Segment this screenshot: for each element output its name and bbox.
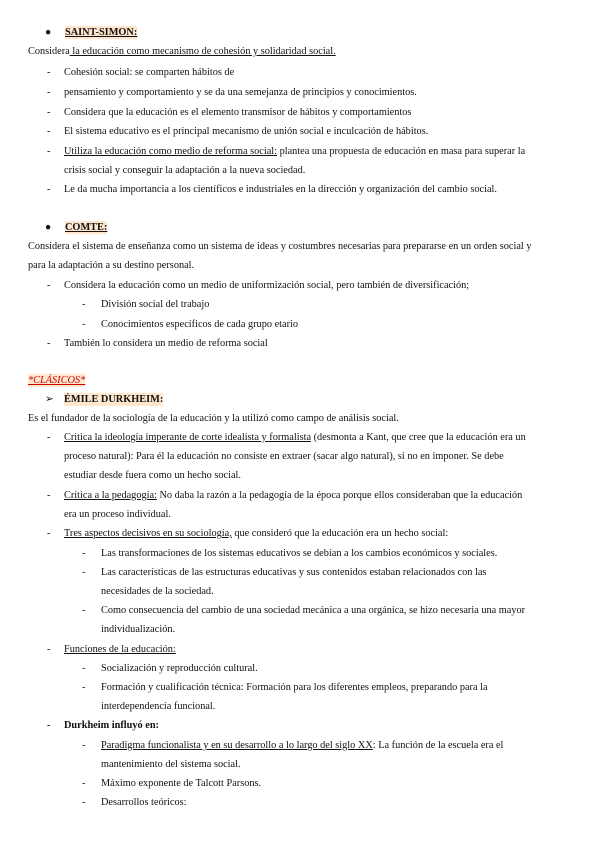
durkheim-pedagogia: Crítica a la pedagogía: No daba la razón a la pedagogía de la época porque ellos consideraban que la educación: [64, 490, 523, 501]
dash-icon: -: [47, 280, 51, 291]
durkheim-intro: Es el fundador de la sociología de la educación y la utilizó como campo de análisis social.: [28, 413, 399, 424]
dash-icon: -: [82, 778, 86, 789]
dash-icon: -: [47, 720, 51, 731]
saint-simon-scientists: Le da mucha importancia a los científicos e industriales en la dirección y organización del cambio social.: [64, 184, 497, 195]
comte-intro-1: Considera el sistema de enseñanza como un sistema de ideas y costumbres necesarias para prepararse en un orden social y: [28, 241, 532, 252]
dash-icon: -: [47, 67, 51, 78]
dash-icon: -: [82, 299, 86, 310]
comte-item-1: Considera la educación como un medio de uniformización social, pero también de diversificación;: [64, 280, 470, 291]
dash-icon: -: [82, 567, 86, 578]
funciones-sub-1: Socialización y reproducción cultural.: [101, 663, 258, 674]
funciones-sub-2-cont: interdependencia funcional.: [101, 701, 216, 712]
durkheim-critica-line2: proceso natural): Para él la educación no consiste en extraer (sacar algo natural), si no en imponer. Se debe: [64, 451, 504, 462]
saint-simon-item-1: Cohesión social: se comparten hábitos de: [64, 67, 235, 78]
saint-simon-intro: Considera la educación como mecanismo de cohesión y solidaridad social.: [28, 46, 336, 57]
dash-icon: -: [82, 605, 86, 616]
dash-icon: -: [47, 87, 51, 98]
dash-icon: -: [47, 184, 51, 195]
durkheim-tres-aspectos: Tres aspectos decisivos en su sociología, que consideró que la educación era un hecho social:: [64, 528, 449, 539]
heading-comte: COMTE:: [65, 222, 108, 233]
dash-icon: -: [82, 663, 86, 674]
dash-icon: -: [47, 432, 51, 443]
dash-icon: -: [82, 319, 86, 330]
dash-icon: -: [47, 146, 51, 157]
bullet-icon: ●: [45, 222, 52, 233]
saint-simon-reform: Utiliza la educación como medio de reforma social: plantea una propuesta de educación en masa para superar la: [64, 146, 526, 157]
influyo-desarrollos: Desarrollos teóricos:: [101, 797, 187, 808]
arrow-bullet-icon: ➢: [45, 394, 54, 405]
dash-icon: -: [47, 644, 51, 655]
saint-simon-item-3: Considera que la educación es el elemento transmisor de hábitos y comportamientos: [64, 107, 412, 118]
dash-icon: -: [47, 490, 51, 501]
dash-icon: -: [82, 548, 86, 559]
tres-sub-1: Las transformaciones de los sistemas educativos se debían a los cambios económicos y sociales.: [101, 548, 498, 559]
dash-icon: -: [82, 740, 86, 751]
clasicos-label: *CLÁSICOS*: [28, 375, 86, 386]
durkheim-critica: Critica la ideología imperante de corte idealista y formalista (desmonta a Kant, que cree que la educación era un: [64, 432, 526, 443]
comte-intro-2: para la adaptación a su destino personal.: [28, 260, 195, 271]
tres-sub-3: Como consecuencia del cambio de una sociedad mecánica a una orgánica, se hizo necesaria una mayor: [101, 605, 526, 616]
dash-icon: -: [47, 126, 51, 137]
comte-sub-1: División social del trabajo: [101, 299, 210, 310]
influyo-parsons: Máximo exponente de Talcott Parsons.: [101, 778, 262, 789]
saint-simon-item-4: El sistema educativo es el principal mecanismo de unión social e inculcación de hábitos.: [64, 126, 429, 137]
heading-durkheim: ÉMILE DURKHEIM:: [64, 394, 164, 405]
durkheim-critica-line3: estudiar desde fuera como un hecho social.: [64, 470, 241, 481]
influyo-paradigma: Paradigma funcionalista y en su desarrollo a lo largo del siglo XX: La función de la escuela era el: [101, 740, 504, 751]
tres-sub-3-cont: individualización.: [101, 624, 176, 635]
durkheim-funciones: Funciones de la educación:: [64, 644, 176, 655]
comte-item-2: También lo considera un medio de reforma social: [64, 338, 268, 349]
dash-icon: -: [47, 528, 51, 539]
saint-simon-reform-cont: crisis social y conseguir la adaptación a la nueva sociedad.: [64, 165, 306, 176]
comte-sub-2: Conocimientos específicos de cada grupo etario: [101, 319, 299, 330]
tres-sub-2: Las características de las estructuras educativas y sus contenidos estaban relacionados con las: [101, 567, 487, 578]
tres-sub-2-cont: necesidades de la sociedad.: [101, 586, 214, 597]
dash-icon: -: [82, 682, 86, 693]
dash-icon: -: [82, 797, 86, 808]
heading-saint-simon: SAINT-SIMON:: [65, 27, 138, 38]
influyo-paradigma-cont: mantenimiento del sistema social.: [101, 759, 241, 770]
dash-icon: -: [47, 338, 51, 349]
durkheim-pedagogia-line2: era un proceso individual.: [64, 509, 171, 520]
bullet-icon: ●: [45, 27, 52, 38]
durkheim-influyo: Durkheim influyó en:: [64, 720, 159, 731]
dash-icon: -: [47, 107, 51, 118]
funciones-sub-2: Formación y cualificación técnica: Formación para los diferentes empleos, preparando para la: [101, 682, 488, 693]
saint-simon-item-2: pensamiento y comportamiento y se da una semejanza de principios y conocimientos.: [64, 87, 417, 98]
